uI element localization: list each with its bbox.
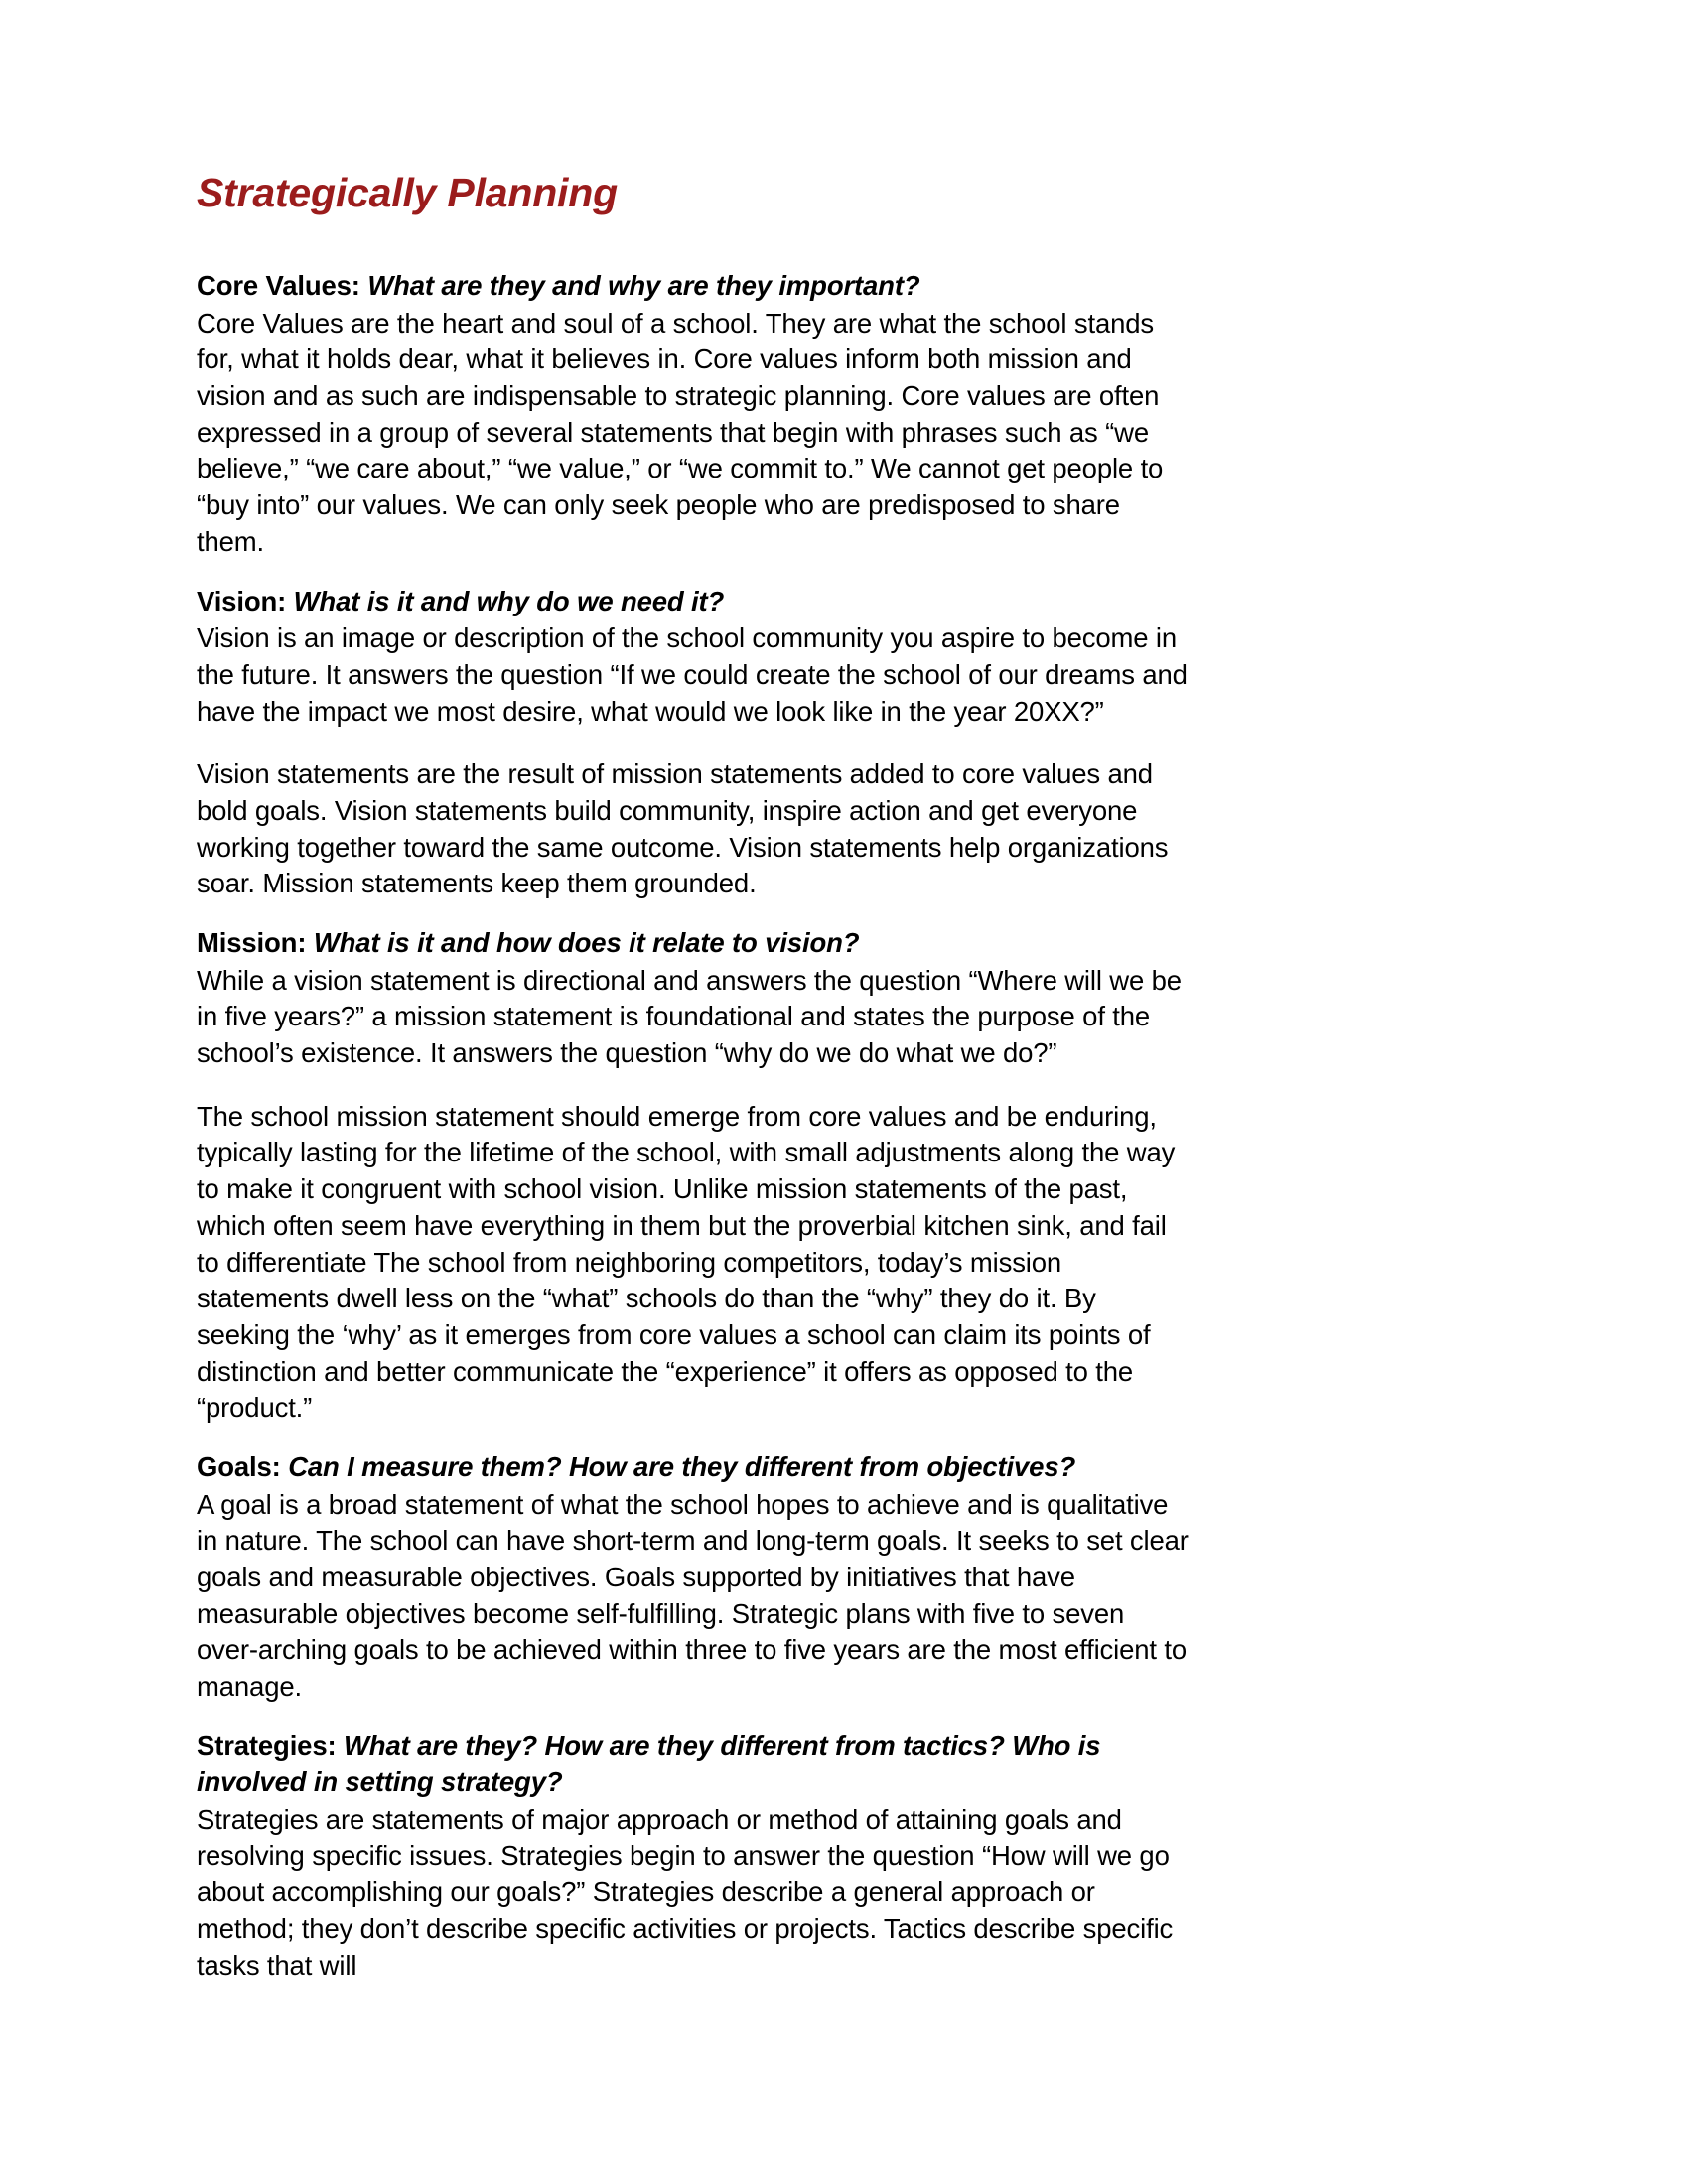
heading-question-vision: What is it and why do we need it? [293, 585, 725, 616]
section-core-values [197, 268, 1190, 560]
paragraph-mission-1: While a vision statement is directional and answers the question “Where will we be in five years?” a mission statement is foundational and states the purpose of the school’s existence. It answers the question “why do we do what we do?” [197, 964, 1182, 1069]
heading-question-core-values: What are they and why are they important? [367, 270, 920, 302]
section-heading-goals [197, 1449, 1190, 1486]
section-heading-vision [197, 584, 1190, 620]
heading-question-mission: What is it and how does it relate to vision? [313, 927, 860, 959]
document-content [197, 171, 1190, 1983]
section-goals [197, 1449, 1190, 1706]
section-vision [197, 584, 1190, 902]
section-mission [197, 925, 1190, 1427]
heading-lead-goals: Goals: [197, 1451, 281, 1483]
paragraph-strategies-1: Strategies are statements of major approach or method of attaining goals and resolving specific issues. Strategies begin to answer the question “How will we go about accomplishing our goals?” Strategies describe a general approach or method; they don’t describe specific activities or projects. Tactics describe specific tasks that will [197, 1803, 1174, 1980]
page-title: Strategically Planning [197, 170, 618, 215]
section-heading-strategies [197, 1728, 1190, 1801]
section-heading-mission [197, 925, 1190, 962]
heading-question-strategies: What are they? How are they different from tactics? Who is involved in setting strategy? [197, 1729, 1101, 1798]
heading-question-goals: Can I measure them? How are they different from objectives? [288, 1451, 1076, 1483]
paragraph-mission-2: The school mission statement should emerge from core values and be enduring, typically lasting for the lifetime of the school, with small adjustments along the way to make it congruent with school vision. Unlike mission statements of the past, which often seem have everything in them but the proverbial kitchen sink, and fail to differentiate The school from neighboring competitors, today’s mission statements dwell less on the “what” schools do than the “why” they do it. By seeking the ‘why’ as it emerges from core values a school can claim its points of distinction and better communicate the “experience” it offers as opposed to the “product.” [197, 1100, 1176, 1424]
paragraph-vision-2: Vision statements are the result of mission statements added to core values and bold goals. Vision statements build community, inspire action and get everyone working together toward the same outcome. Vision statements help organizations soar. Mission statements keep them grounded. [197, 758, 1169, 899]
heading-lead-strategies: Strategies: [197, 1729, 337, 1761]
section-heading-core-values [197, 268, 1190, 305]
paragraph-vision-1: Vision is an image or description of the school community you aspire to become in the future. It answers the question “If we could create the school of our dreams and have the impact we most desire, what would we look like in the year 20XX?” [197, 622, 1188, 727]
heading-lead-vision: Vision: [197, 585, 287, 616]
heading-lead-core-values: Core Values: [197, 270, 360, 302]
heading-lead-mission: Mission: [197, 927, 307, 959]
section-strategies [197, 1728, 1190, 1984]
paragraph-core-values-1: Core Values are the heart and soul of a school. They are what the school stands for, what it holds dear, what it believes in. Core values inform both mission and vision and as such are indispensable to strategic planning. Core values are often expressed in a group of several statements that begin with phrases such as “we believe,” “we care about,” “we value,” or “we commit to.” We cannot get people to “buy into” our values. We can only seek people who are predisposed to share them. [197, 307, 1164, 557]
paragraph-goals-1: A goal is a broad statement of what the school hopes to achieve and is qualitative in nature. The school can have short-term and long-term goals. It seeks to set clear goals and measurable objectives. Goals supported by initiatives that have measurable objectives become self-fulfilling. Strategic plans with five to seven over-arching goals to be achieved within three to five years are the most efficient to manage. [197, 1488, 1189, 1703]
